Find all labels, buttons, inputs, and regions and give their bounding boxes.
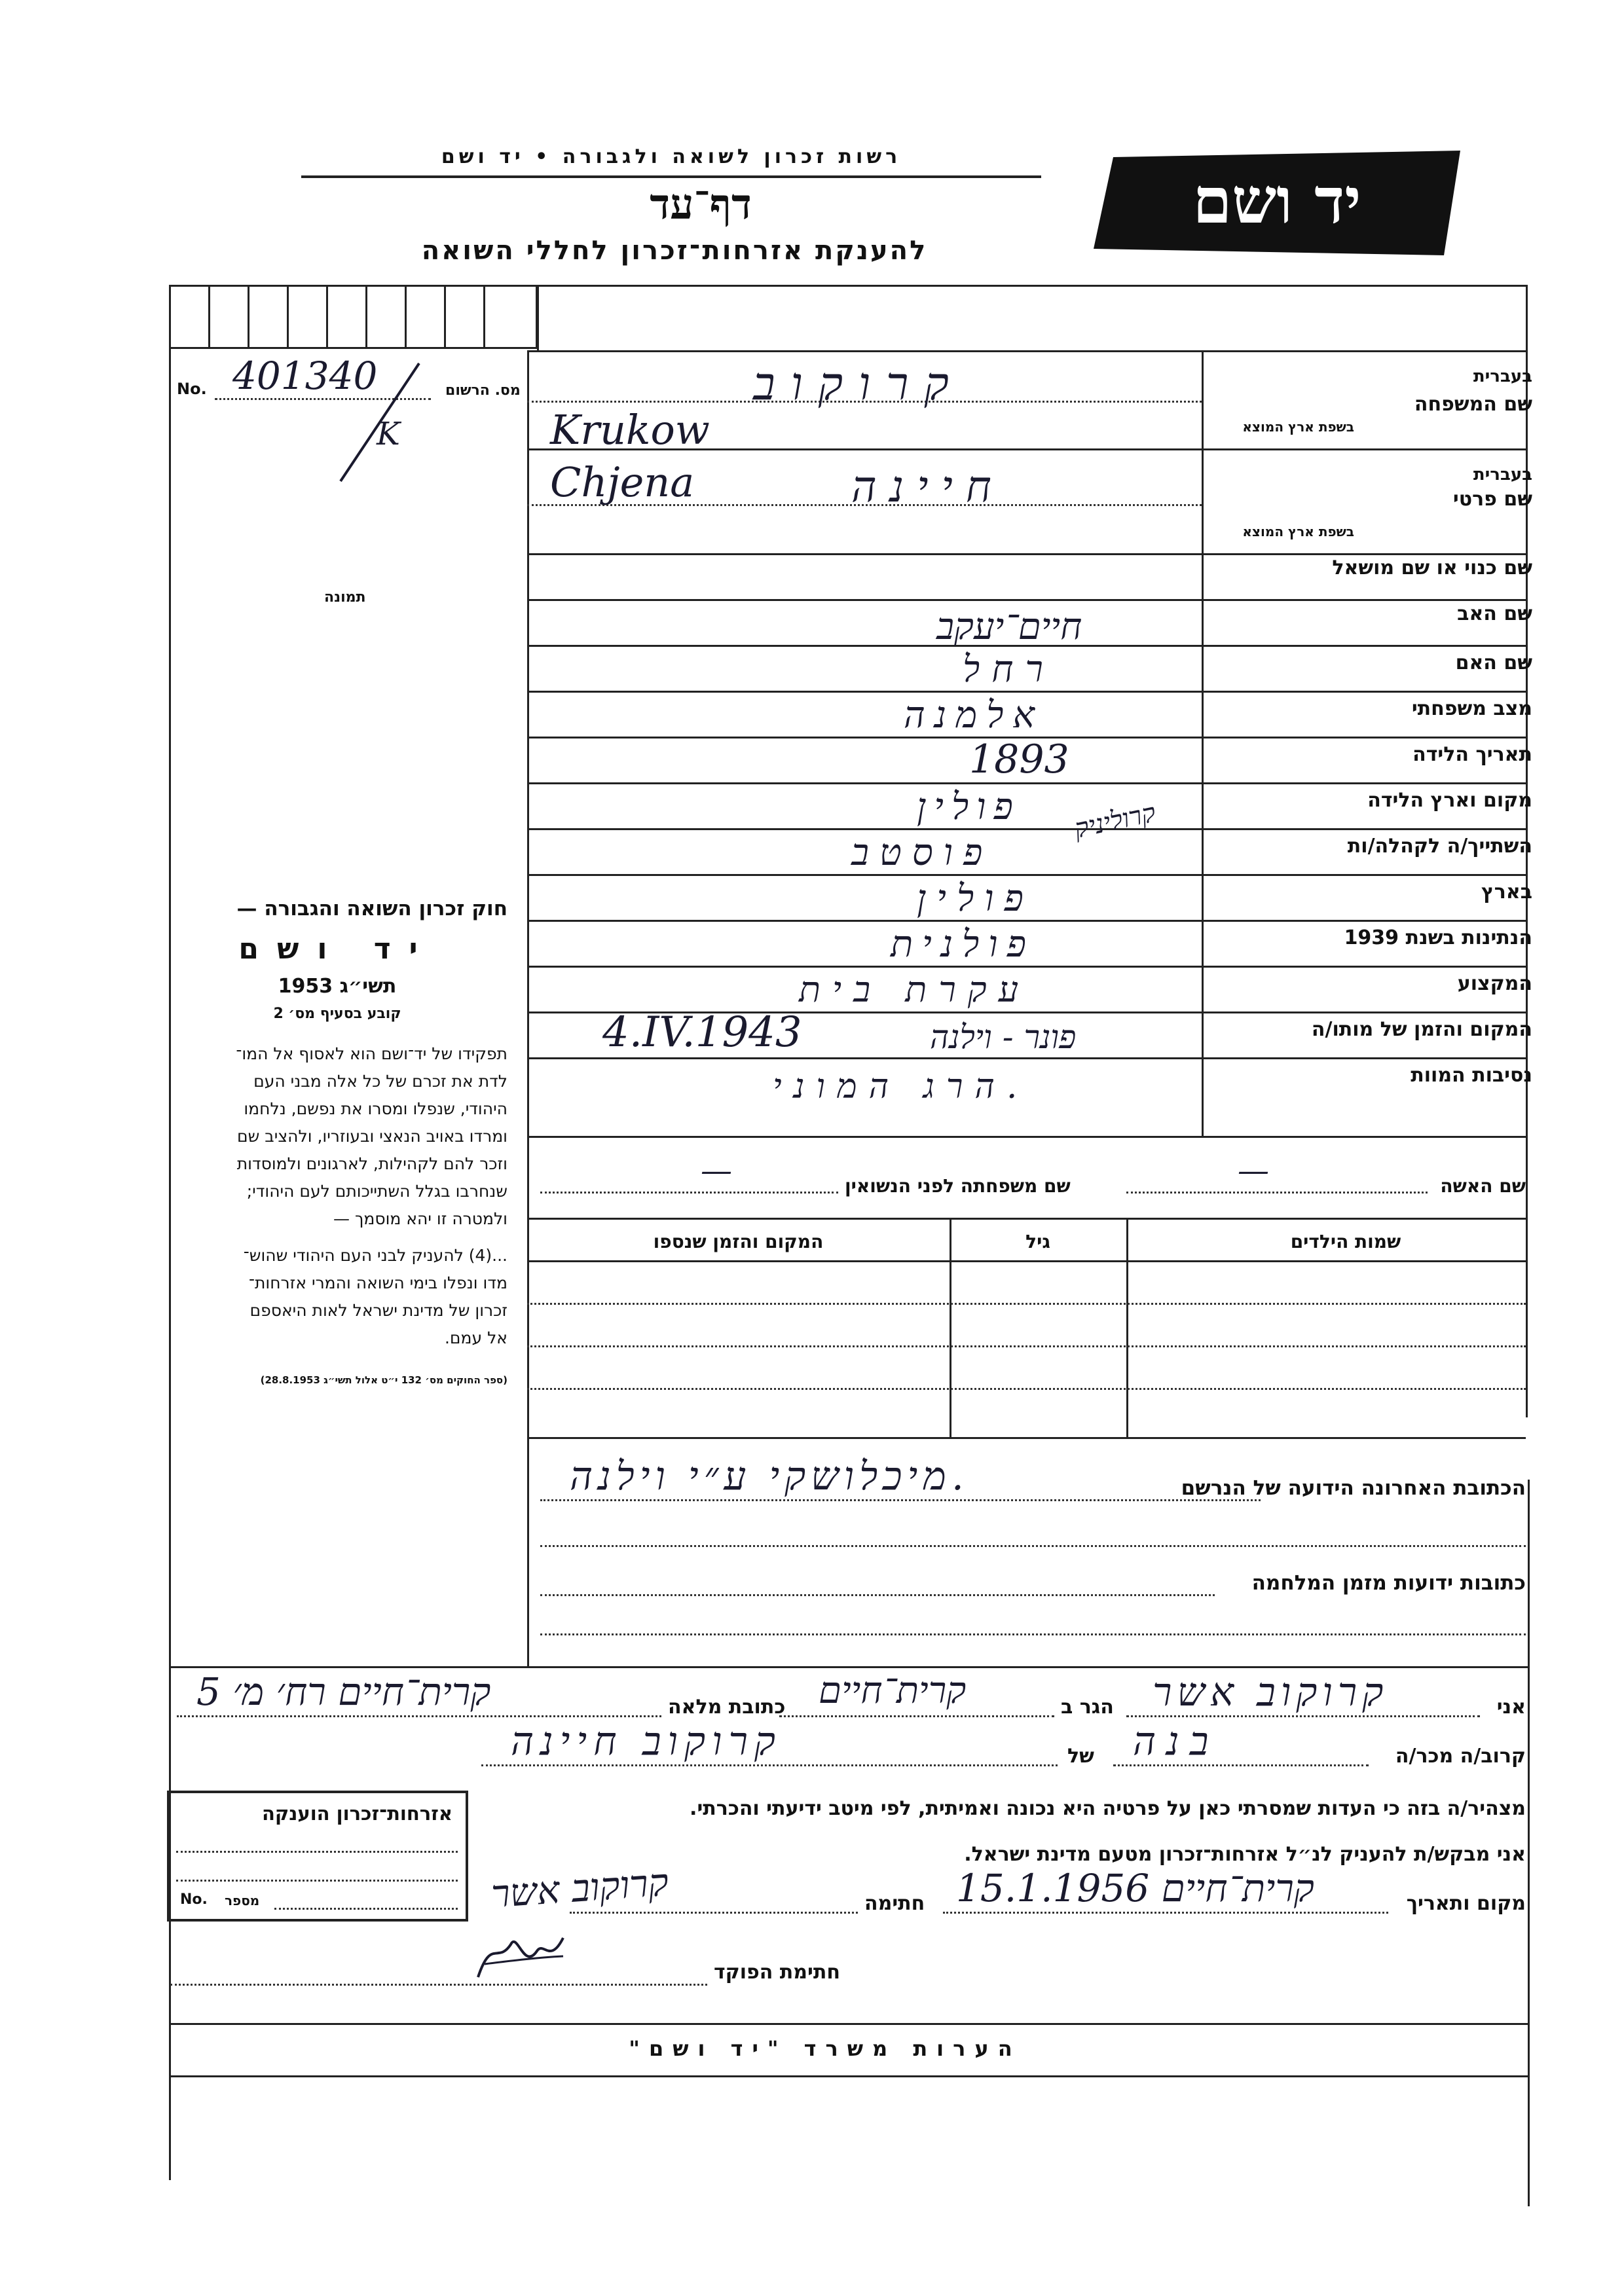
signature-value: קרוקוב אשר	[489, 1859, 671, 1917]
birthdate-value: 1893	[969, 737, 1069, 782]
death-circumstances-value: הרג המוני.	[773, 1067, 1029, 1106]
law-name: יד ושם	[238, 932, 436, 966]
law-citation: (ספר החוקים מס׳ 132 י״ט אלול תשי״ג 28.8.1953)	[260, 1374, 507, 1386]
law-box	[167, 897, 507, 1386]
nickname-label: שם כנוי או שם מושאל	[1332, 556, 1532, 579]
law-line: ולמטרה זו יהא מוסמך —	[333, 1209, 507, 1228]
yad-vashem-logo	[1094, 151, 1460, 255]
law-year: תשי״ג 1953	[278, 975, 397, 998]
birthdate-label: תאריך הלידה	[1412, 743, 1532, 766]
reg-label: מס. הרשום	[445, 382, 521, 399]
code-boxes	[208, 285, 536, 347]
law-line: זכרון של מדינת ישראל לאות היאספם	[249, 1301, 507, 1320]
first-name-latin: Chjena	[550, 458, 695, 506]
community-label: השתייך/ה לקהלה/ות	[1347, 835, 1532, 858]
declarant-resides-value: קרית־חיים	[819, 1669, 967, 1712]
marital-label: מצב משפחתי	[1411, 697, 1532, 720]
rule-9	[527, 874, 1526, 876]
father-value: חיים־יעקב	[936, 606, 1082, 648]
top-strip	[301, 145, 1041, 172]
profession-label: המקצוע	[1457, 972, 1532, 995]
family-name-sub-country: בשפת ארץ המוצא	[1242, 419, 1354, 435]
place-date-value: קרית־חיים 15.1.1956	[956, 1866, 1314, 1910]
first-name-label: שם פרטי	[1452, 488, 1532, 511]
signature-label: חתימה	[864, 1892, 925, 1915]
logo-text: יד ושם	[1192, 164, 1361, 238]
reg-no-label: No.	[177, 380, 207, 398]
children-col-divider-1	[1126, 1218, 1128, 1437]
children-row-line	[527, 1388, 1526, 1390]
last-address-value: מיכלושקי ע״י וילנה.	[570, 1453, 969, 1499]
law-body-2	[167, 1242, 507, 1352]
of-line	[481, 1764, 1058, 1766]
family-name-label: שם המשפחה	[1414, 393, 1532, 416]
law-clause: קובע בסעיף מס׳ 2	[273, 1006, 401, 1022]
reg-mark: K	[377, 416, 400, 452]
citizenship-value: פולנית	[891, 923, 1035, 966]
death-date-value: 4.IV.1943	[602, 1008, 802, 1057]
war-address-line-2	[540, 1633, 1526, 1635]
children-row-line	[527, 1345, 1526, 1347]
birthplace-label: מקום וארץ הלידה	[1367, 789, 1532, 812]
award-no-label: No.	[180, 1891, 208, 1908]
declarant-name: קרוקוב אשר	[1153, 1669, 1389, 1715]
law-line: מדו ונפלו בימי השואה והמרי אזרחות־	[248, 1273, 507, 1292]
law-heading: חוק זכרון השואה והגבורה —	[236, 897, 507, 920]
war-address-line	[540, 1594, 1215, 1596]
reg-number: 401340	[232, 354, 378, 398]
declaration-line-2: אני מבקש/ת להעניק לנ״ל אזרחות־זכרון מטעם מדינת ישראל.	[964, 1843, 1526, 1866]
award-title: אזרחות־זכרון הוענקה	[261, 1802, 452, 1825]
first-name-sub-hebrew: בעברית	[1473, 465, 1532, 484]
of-label: של	[1067, 1745, 1094, 1768]
law-line: ומרדו באויב הנאצי ובעוזריו, ולהציב שם	[237, 1127, 507, 1146]
signature-line	[570, 1912, 858, 1914]
rule-2	[527, 553, 1526, 555]
code-boxes-bottom	[169, 347, 539, 349]
declarant-i-label: אני	[1496, 1696, 1526, 1719]
law-line: אל עמם.	[444, 1328, 507, 1347]
children-header-place: המקום והזמן שנספו	[653, 1231, 824, 1252]
rule-0	[527, 350, 1526, 352]
children-table-top	[527, 1218, 1526, 1220]
family-name-hebrew: קרוקוב	[753, 357, 965, 410]
death-place-label: המקום והזמן של מותו/ה	[1311, 1018, 1532, 1041]
officer-signature-scribble	[471, 1925, 570, 1984]
family-name-latin: Krukow	[550, 406, 710, 454]
citizenship-label: הנתינות בשנת 1939	[1344, 926, 1532, 949]
rule-3	[527, 599, 1526, 601]
law-line: תפקידו של יד־ושם הוא לאסוף אל המו־	[236, 1044, 507, 1063]
declarant-address-label: כתובת מלאה	[668, 1696, 786, 1719]
first-name-sub-country: בשפת ארץ המוצא	[1242, 524, 1354, 539]
photo-label: תמונה	[324, 589, 366, 606]
rule-7	[527, 782, 1526, 784]
rule-11	[527, 966, 1526, 968]
place-date-line	[943, 1912, 1388, 1914]
profession-value: עקרת בית	[799, 969, 1031, 1010]
law-line: וזכר להם לקהילות, לארגונים ולמוסדות	[236, 1154, 507, 1173]
children-table-bottom	[527, 1437, 1526, 1439]
award-line-2	[176, 1880, 458, 1882]
country-value: פולין	[917, 877, 1034, 920]
death-circumstances-label: נסיבות המוות	[1411, 1064, 1532, 1087]
frame-right-lower	[1528, 1480, 1530, 2206]
declarant-address-value: קרית־חיים רח׳ מ׳ 5	[196, 1669, 491, 1714]
place-date-label: מקום ותאריך	[1406, 1892, 1526, 1915]
war-address-label: כתובות ידועות מזמן המלחמה	[1251, 1571, 1526, 1595]
officer-signature-line	[170, 1984, 707, 1986]
rule-8	[527, 828, 1526, 830]
footer-rule	[169, 2023, 1528, 2025]
relative-line	[1113, 1764, 1369, 1766]
birthplace-extra: קרוליניק	[1071, 797, 1158, 845]
of-value: קרוקוב חיינה	[511, 1719, 783, 1764]
law-line: ...(4) להעניק לבני העם היהודי שהוש־	[243, 1246, 507, 1265]
law-line: היהודי, שנפלו ומסרו את נפשם, נלחמו	[244, 1099, 507, 1118]
declarant-name-line	[1126, 1715, 1480, 1717]
spouse-line	[1126, 1192, 1428, 1194]
form-subtitle: להענקת אזרחות־זכרון לחללי השואה	[421, 236, 928, 266]
mother-label: שם האם	[1455, 651, 1532, 674]
address-extra-line	[540, 1545, 1526, 1547]
children-row-line	[527, 1303, 1526, 1305]
spouse-maiden-value: —	[701, 1152, 732, 1189]
relative-value: בנה	[1133, 1719, 1219, 1764]
children-header-bottom	[527, 1260, 1526, 1262]
first-name-hebrew: חיינה	[851, 462, 1005, 512]
declarant-address-line	[177, 1715, 661, 1717]
label-column-divider	[1202, 350, 1204, 1136]
value-column-left-edge	[527, 350, 529, 1666]
marital-value: אלמנה	[904, 694, 1044, 737]
law-body	[167, 1040, 507, 1233]
address-section-bottom	[169, 1666, 1528, 1668]
award-num-label: מספר	[225, 1893, 260, 1908]
declarant-resides-line	[779, 1715, 1054, 1717]
rule-5	[527, 691, 1526, 693]
officer-signature-label: חתימת הפוקד	[714, 1961, 840, 1984]
footer-remarks: הערות משרד "יד ושם"	[629, 2036, 1022, 2061]
family-name-sub-hebrew: בעברית	[1473, 367, 1532, 386]
top-strip-text: רשות זכרון לשואה ולגבורה • יד ושם	[441, 145, 902, 168]
rule-14	[527, 1136, 1526, 1138]
relative-label: קרוב/ה מכר/ה	[1395, 1745, 1526, 1768]
form-title: דף־עד	[650, 180, 752, 229]
country-label: בארץ	[1481, 881, 1532, 903]
rule-13	[527, 1057, 1526, 1059]
spouse-maiden-label: שם משפחתה לפני הנשואין	[845, 1175, 1071, 1197]
children-header-names: שמות הילדים	[1290, 1231, 1401, 1252]
last-address-label: הכתובת האחרונה הידועה של הנרשם	[1181, 1476, 1526, 1500]
children-header-age: גיל	[1025, 1231, 1050, 1252]
last-address-line	[540, 1499, 1261, 1501]
father-label: שם האב	[1457, 602, 1532, 625]
award-line-3	[274, 1908, 458, 1910]
top-strip-underline	[301, 175, 1041, 178]
award-line-1	[176, 1851, 458, 1853]
birthplace-value: פולין	[917, 786, 1021, 828]
spouse-maiden-line	[540, 1192, 838, 1194]
mother-value: רחל	[963, 648, 1055, 691]
frame-bottom	[169, 2075, 1528, 2077]
spouse-value: —	[1238, 1152, 1269, 1189]
law-line: שנחרבו בגלל השתייכותם לעם היהודי;	[246, 1182, 507, 1201]
community-value: פוסטב	[851, 831, 993, 874]
declaration-line-1: מצהיר/ה בזה כי העדות שמסרתי כאן על פרטיה היא נכונה ואמיתית, לפי מיטב ידיעתי והכרתי.	[690, 1797, 1526, 1820]
spouse-label: שם האשה	[1440, 1175, 1526, 1197]
rule-10	[527, 920, 1526, 922]
death-place-value: פונר - וילנה	[930, 1018, 1077, 1056]
declarant-resides-label: הגר ב	[1061, 1696, 1114, 1719]
column-divider-main	[537, 285, 539, 350]
award-box	[167, 1791, 468, 1922]
law-line: לדת את זכרם של כל אלה מבני העם	[253, 1072, 507, 1091]
